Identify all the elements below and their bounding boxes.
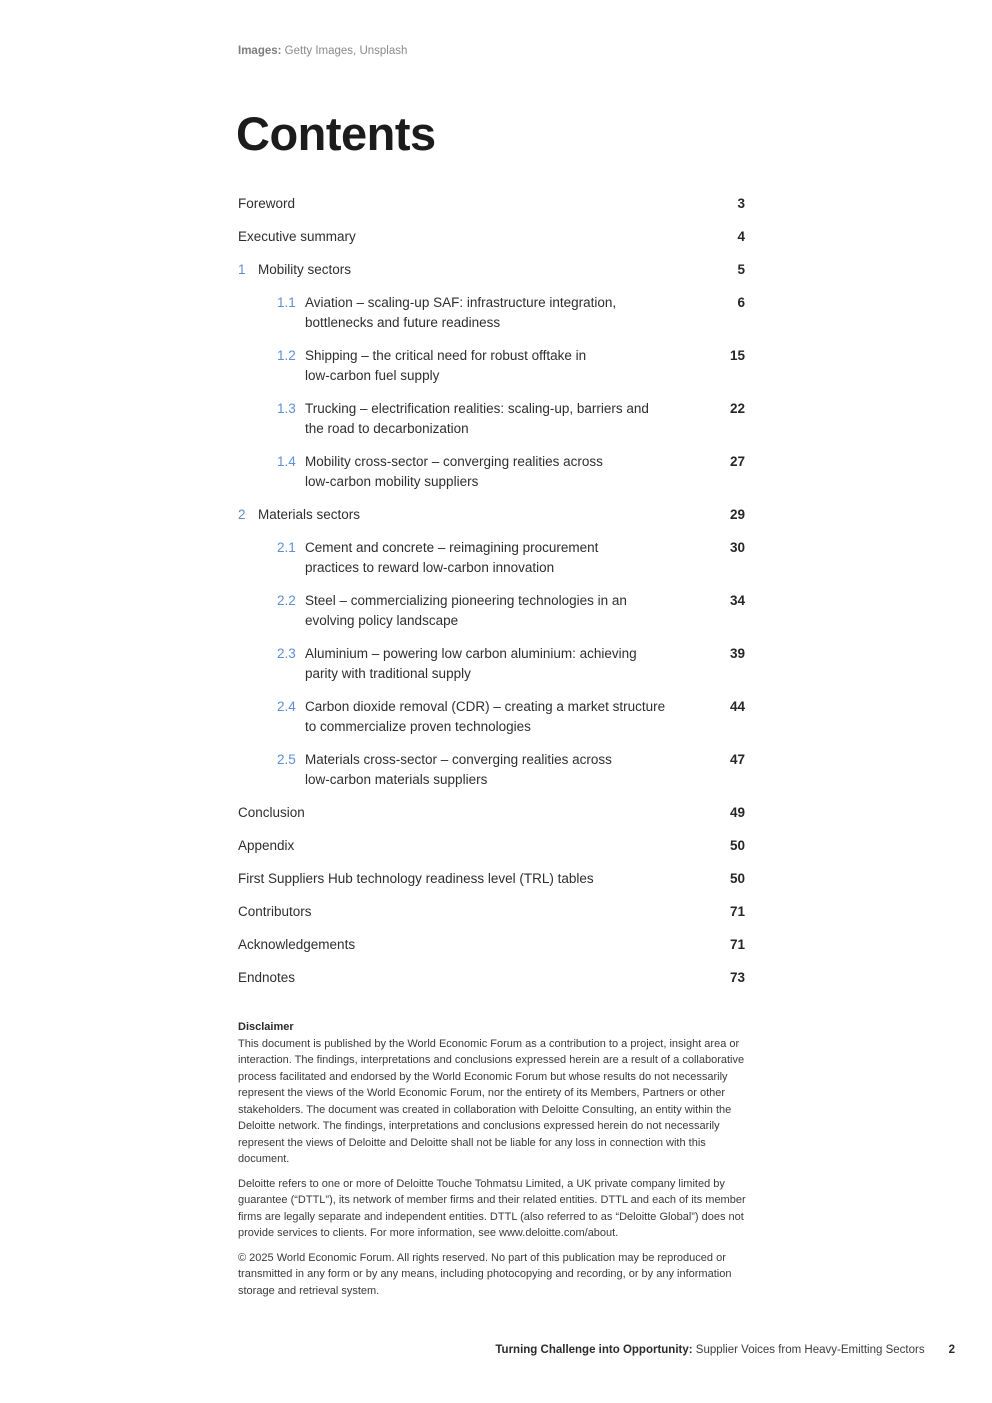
- toc-page-number: 71: [729, 904, 745, 919]
- toc-entry-number: 1.1: [277, 295, 296, 310]
- toc-page-number: 73: [729, 970, 745, 985]
- toc-entry-label: Mobility cross-sector – converging realities across low-carbon mobility suppliers: [305, 454, 603, 489]
- toc-entry-left: [277, 293, 616, 333]
- toc-entry[interactable]: [238, 836, 745, 856]
- toc-entry-label: Cement and concrete – reimagining procurement practices to reward low-carbon innovation: [305, 540, 599, 575]
- footer-page-number: 2: [948, 1344, 955, 1356]
- toc-entry-number: 2.5: [277, 752, 296, 767]
- toc-entry-label: Aluminium – powering low carbon aluminium: achieving parity with traditional supply: [305, 646, 637, 681]
- toc-entry-number: 1.3: [277, 401, 296, 416]
- copyright-paragraph: © 2025 World Economic Forum. All rights reserved. No part of this publication may be reproduced or transmitted in any form or by any means, including photocopying and recording, or by any information storage and retrieval system.: [238, 1251, 732, 1297]
- toc-entry-label: Steel – commercializing pioneering technologies in an evolving policy landscape: [305, 593, 627, 628]
- toc-entry-label: Appendix: [238, 838, 295, 853]
- toc-page-number: 3: [737, 196, 745, 211]
- image-credit-value: Getty Images, Unsplash: [281, 45, 408, 57]
- toc-entry-left: [277, 591, 627, 631]
- toc-entry[interactable]: [238, 902, 745, 922]
- disclaimer-paragraph: Deloitte refers to one or more of Deloitte Touche Tohmatsu Limited, a UK private company limited by guarantee (“DTTL”), its network of member firms and their related entities. DTTL and each of its member firms are legally separate and independent entities. DTTL (also referred to as “Deloitte Global”) does not provide services to clients. For more information, see www.deloitte.com/about.: [238, 1177, 746, 1239]
- toc-entry-label: Foreword: [238, 196, 296, 211]
- toc-entry-number: 1: [238, 262, 246, 277]
- toc-entry[interactable]: [238, 935, 745, 955]
- toc-entry[interactable]: [238, 293, 745, 333]
- toc-page-number: 30: [729, 540, 745, 555]
- image-credit: [238, 45, 407, 57]
- toc-entry-left: [277, 346, 586, 386]
- toc-entry-left: [238, 803, 305, 823]
- toc-entry[interactable]: [238, 869, 745, 889]
- toc-entry[interactable]: [238, 452, 745, 492]
- toc-entry-label: Shipping – the critical need for robust offtake in low-carbon fuel supply: [305, 348, 587, 383]
- toc-entry-label: Carbon dioxide removal (CDR) – creating a market structure to commercialize proven technologies: [305, 699, 666, 734]
- toc-page-number: 39: [729, 646, 745, 661]
- toc-entry-number: 2: [238, 507, 246, 522]
- toc-entry-number: 2.1: [277, 540, 296, 555]
- page-title: Contents: [236, 107, 436, 160]
- toc-entry-label: First Suppliers Hub technology readiness level (TRL) tables: [238, 871, 594, 886]
- toc-entry[interactable]: [238, 399, 745, 439]
- toc-entry-label: Materials sectors: [258, 507, 361, 522]
- image-credit-label: Images:: [238, 45, 282, 57]
- toc-entry-number: 2.4: [277, 699, 296, 714]
- toc-page-number: 29: [729, 507, 745, 522]
- toc-entry[interactable]: [238, 697, 745, 737]
- toc-entry-label: Aviation – scaling-up SAF: infrastructure integration, bottlenecks and future readiness: [305, 295, 617, 330]
- toc-entry-left: [238, 902, 312, 922]
- toc-page-number: 44: [729, 699, 745, 714]
- toc-page-number: 49: [729, 805, 745, 820]
- toc-entry-left: [238, 935, 355, 955]
- toc-page-number: 27: [729, 454, 745, 469]
- toc-page-number: 50: [729, 838, 745, 853]
- toc-page-number: 71: [729, 937, 745, 952]
- toc-entry-label: Endnotes: [238, 970, 296, 985]
- toc-page-number: 6: [737, 295, 745, 310]
- toc-page-number: 34: [729, 593, 745, 608]
- toc-entry[interactable]: [238, 591, 745, 631]
- table-of-contents: [238, 194, 745, 1001]
- toc-entry-left: [277, 697, 665, 737]
- toc-page-number: 15: [729, 348, 745, 363]
- toc-page-number: 50: [729, 871, 745, 886]
- toc-page-number: 4: [737, 229, 745, 244]
- toc-entry-left: [277, 750, 612, 790]
- toc-entry-left: [238, 227, 356, 247]
- toc-entry-label: Trucking – electrification realities: scaling-up, barriers and the road to decarbonization: [305, 401, 649, 436]
- disclaimer-paragraph: This document is published by the World Economic Forum as a contribution to a project, insight area or interaction. The findings, interpretations and conclusions expressed herein are a result of a collaborative process facilitated and endorsed by the World Economic Forum but whose results do not necessarily represent the views of the World Economic Forum, nor the entirety of its Members, Partners or other stakeholders. The document was created in collaboration with Deloitte Consulting, an entity within the Deloitte network. The findings, interpretations and conclusions expressed herein do not necessarily represent the views of Deloitte and Deloitte shall not be liable for any loss in connection with this document.: [238, 1037, 745, 1165]
- toc-entry-label: Mobility sectors: [258, 262, 352, 277]
- toc-entry-number: 1.2: [277, 348, 296, 363]
- toc-entry-left: [238, 505, 360, 525]
- toc-entry[interactable]: [238, 803, 745, 823]
- toc-entry-label: Materials cross-sector – converging realities across low-carbon materials suppliers: [305, 752, 612, 787]
- toc-entry-number: 1.4: [277, 454, 296, 469]
- toc-entry-left: [277, 399, 649, 439]
- toc-page-number: 22: [729, 401, 745, 416]
- toc-entry-label: Acknowledgements: [238, 937, 356, 952]
- toc-entry[interactable]: [238, 968, 745, 988]
- toc-page-number: 47: [729, 752, 745, 767]
- toc-entry-number: 2.2: [277, 593, 296, 608]
- toc-entry[interactable]: [238, 750, 745, 790]
- toc-entry[interactable]: [238, 260, 745, 280]
- page-footer: [495, 1344, 955, 1356]
- toc-entry-left: [238, 968, 295, 988]
- toc-entry[interactable]: [238, 194, 745, 214]
- toc-entry-left: [277, 452, 603, 492]
- toc-entry[interactable]: [238, 538, 745, 578]
- disclaimer-section: [238, 1019, 760, 1307]
- toc-entry[interactable]: [238, 227, 745, 247]
- footer-report-title: Turning Challenge into Opportunity:: [495, 1344, 693, 1356]
- toc-entry-left: [277, 538, 598, 578]
- toc-entry-left: [238, 869, 594, 889]
- toc-entry[interactable]: [238, 505, 745, 525]
- toc-entry-left: [277, 644, 637, 684]
- toc-entry[interactable]: [238, 644, 745, 684]
- toc-entry-left: [238, 194, 295, 214]
- toc-entry-number: 2.3: [277, 646, 296, 661]
- toc-entry[interactable]: [238, 346, 745, 386]
- toc-page-number: 5: [737, 262, 745, 277]
- footer-report-subtitle: Supplier Voices from Heavy-Emitting Sectors: [692, 1344, 925, 1356]
- toc-entry-left: [238, 260, 351, 280]
- toc-entry-label: Conclusion: [238, 805, 305, 820]
- toc-entry-label: Executive summary: [238, 229, 356, 244]
- toc-entry-label: Contributors: [238, 904, 312, 919]
- toc-entry-left: [238, 836, 294, 856]
- disclaimer-heading: Disclaimer: [238, 1021, 294, 1033]
